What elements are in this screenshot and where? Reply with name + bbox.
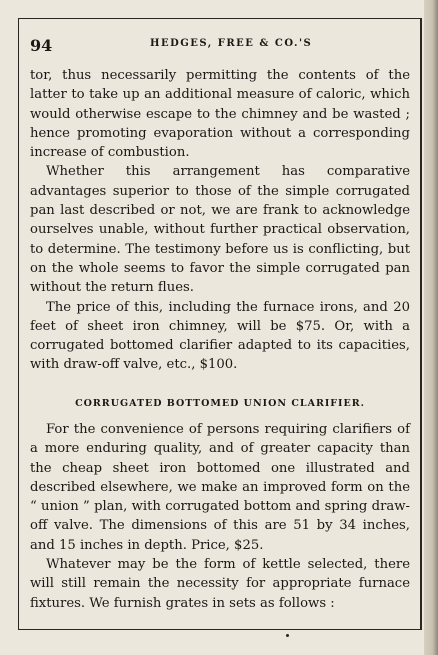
paragraph-comparison: Whether this arrangement has comparative advantages superior to those of the simple corrugated pan last described or not, we are frank to acknowledge ourselves unable, without further practical observation, to determine. The testimony before us is conflicting, but on the whole seems to favor the simple corrugated pan without the return flues. xyxy=(30,164,410,296)
paragraph-furnace-fixtures: Whatever may be the form of kettle selected, there will still remain the necessity for appropriate furnace fixtures. We furnish grates in sets as follows : xyxy=(30,557,410,611)
running-title: HEDGES, FREE & CO.'S xyxy=(150,38,313,49)
paragraph-price: The price of this, including the furnace irons, and 20 feet of sheet iron chimney, will be $75. Or, with a corrugated bottomed clarifier adapted to its capacities, with draw-off valve, etc., $100. xyxy=(30,299,410,373)
paragraph-continuation: tor, thus necessarily permitting the contents of the latter to take up an additional measure of caloric, which would otherwise escape to the chimney and be wasted ; hence promoting evaporation without a corresponding increase of combustion. xyxy=(30,68,410,161)
text-block-bottom xyxy=(30,420,410,613)
running-head xyxy=(30,36,402,56)
text-block-top xyxy=(30,66,410,375)
page-number: 94 xyxy=(30,36,53,55)
ink-speck xyxy=(286,634,289,637)
paragraph-union-clarifier: For the convenience of persons requiring clarifiers of a more enduring quality, and of greater capacity than the cheap sheet iron bottomed one illustrated and described elsewhere, we make an improved form on the “ union ” plan, with corrugated bottom and spring draw-off valve. The dimensions of this are 51 by 34 inches, and 15 inches in depth. Price, $25. xyxy=(30,422,410,553)
page-edge-shadow xyxy=(424,0,438,655)
section-heading: CORRUGATED BOTTOMED UNION CLARIFIER. xyxy=(75,398,365,409)
